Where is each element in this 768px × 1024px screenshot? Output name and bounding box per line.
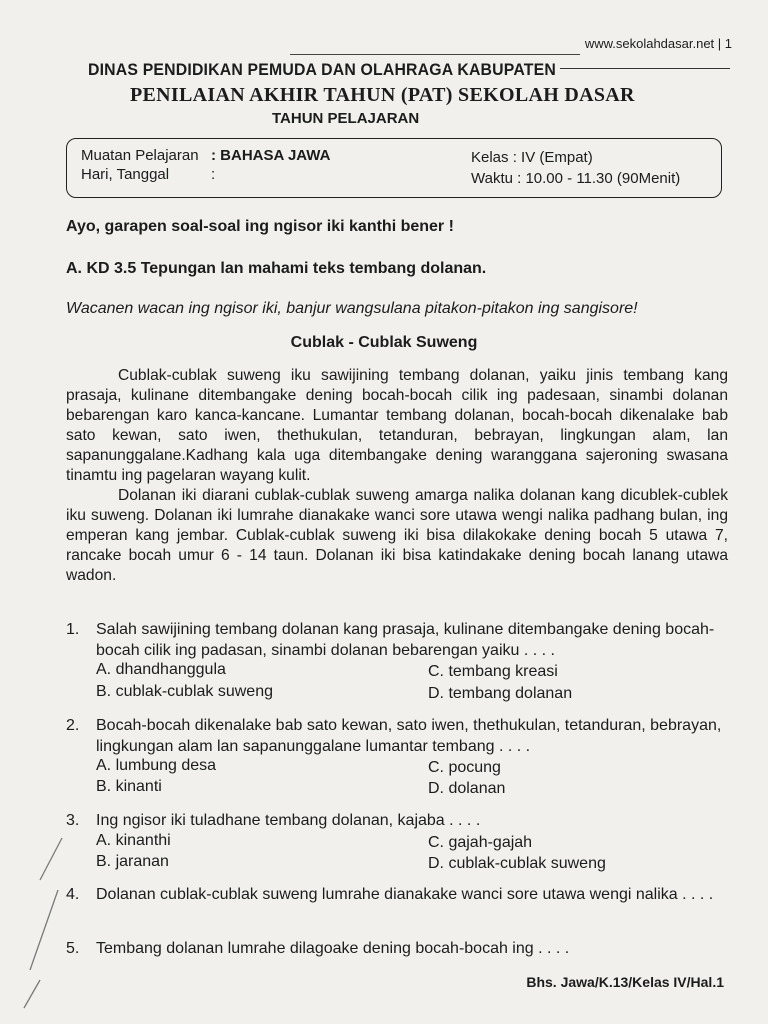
question-number: 4. [66,886,80,903]
option-c: C. tembang kreasi [428,663,558,680]
subject-label: Muatan Pelajaran [81,147,199,164]
info-box [66,138,722,198]
page-footer: Bhs. Jawa/K.13/Kelas IV/Hal.1 [526,974,724,990]
question-stem: Salah sawijining tembang dolanan kang prasaja, kulinane ditembangake dening bocah-bocah cilik ing padasan, sinambi dolanan bebarengan yaiku . . . . [96,621,715,659]
date-label: Hari, Tanggal [81,166,170,183]
option-a: A. kinanthi [96,832,171,849]
question-stem: Dolanan cublak-cublak suweng lumrahe dianakake wanci sore utawa wengi nalika . . . . [96,886,714,903]
header-exam-title: PENILAIAN AKHIR TAHUN (PAT) SEKOLAH DASAR [130,84,635,106]
question-number: 3. [66,812,80,829]
info-time: Waktu : 10.00 - 11.30 (90Menit) [471,170,681,187]
reading-instruction: Wacanen wacan ing ngisor iki, banjur wangsulana pitakon-pitakon ing sangisore! [66,300,638,317]
scan-line [290,54,580,55]
question-1 [66,619,728,661]
option-b: B. cublak-cublak suweng [96,683,273,700]
option-d: D. tembang dolanan [428,685,573,702]
subject-value: : BAHASA JAWA [211,147,331,164]
passage-title: Cublak - Cublak Suweng [290,334,478,351]
question-2 [66,715,728,757]
question-4 [66,884,728,905]
option-a: A. dhandhanggula [96,661,226,678]
passage [66,366,728,586]
info-subject [81,147,330,164]
question-number: 1. [66,621,80,638]
section-a-heading: A. KD 3.5 Tepungan lan mahami teks tembang dolanan. [66,260,487,277]
question-stem: Ing ngisor iki tuladhane tembang dolanan, kajaba . . . . [96,812,481,829]
question-stem: Bocah-bocah dikenalake bab sato kewan, sato iwen, thethukulan, tetanduran, bebrayan, lingkungan alam lan sapanunggalane lumantar tembang . . . . [96,717,722,755]
question-3 [66,810,728,831]
option-c: C. gajah-gajah [428,834,533,851]
site-url: www.sekolahdasar.net | 1 [584,36,732,51]
option-c: C. pocung [428,759,501,776]
instruction: Ayo, garapen soal-soal ing ngisor iki kanthi bener ! [66,218,454,235]
option-b: B. kinanti [96,778,162,795]
scan-line [560,68,730,69]
question-number: 5. [66,940,80,957]
option-d: D. cublak-cublak suweng [428,855,606,872]
option-b: B. jaranan [96,853,169,870]
option-a: A. lumbung desa [96,757,217,774]
info-class: Kelas : IV (Empat) [471,149,593,166]
header-office: DINAS PENDIDIKAN PEMUDA DAN OLAHRAGA KABUPATEN [88,60,556,79]
info-date [81,166,215,183]
passage-paragraph: Cublak-cublak suweng iku sawijining tembang dolanan, yaiku jinis tembang kang prasaja, kulinane ditembangake dening bocah-bocah cilik ing padesaan, sinambi dolanan bebarengan karo kanca-kancane. Lumantar tembang dolanan, bocah-bocah dikenalake bab sato kewan, sato iwen, thethukulan, tetanduran, bebrayan, lingkungan alam, lan sapanunggalane.Kadhang kala uga ditembangake dening waranggana sajeroning swasana tinamtu ing pagelaran wayang kulit. [66,367,728,484]
question-5 [66,938,728,959]
question-stem: Tembang dolanan lumrahe dilagoake dening bocah-bocah ing . . . . [96,940,570,957]
option-d: D. dolanan [428,780,506,797]
passage-paragraph: Dolanan iki diarani cublak-cublak suweng amarga nalika dolanan kang dicublek-cublek iku suweng. Dolanan iki lumrahe dianakake wanci sore utawa wengi nalika padhang bulan, ing emperan kang jembar. Cublak-cublak suweng iki bisa dilakokake dening bocah 5 utawa 7, rancake bocah umur 6 - 14 taun. Dolanan iki bisa katindakake dening bocah lanang utawa wadon. [66,487,728,584]
date-value: : [211,166,216,183]
pencil-mark [0,820,80,1010]
question-number: 2. [66,717,80,734]
header-year: TAHUN PELAJARAN [272,110,420,127]
